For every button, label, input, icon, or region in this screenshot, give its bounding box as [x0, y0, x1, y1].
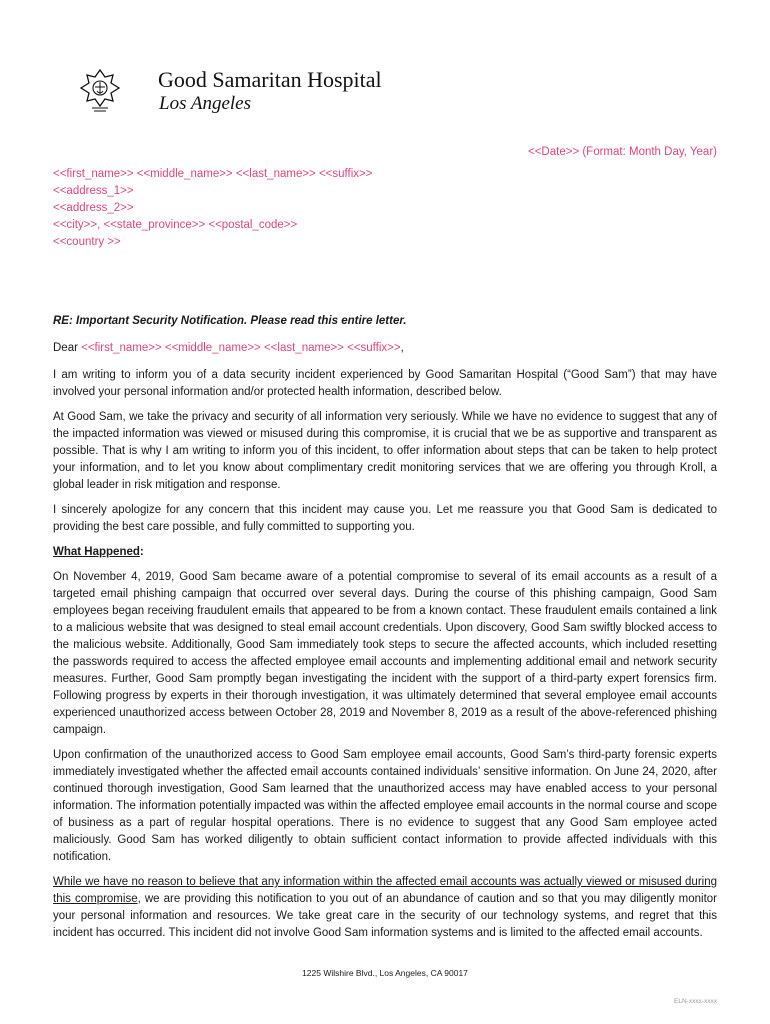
recipient-address — [53, 166, 372, 251]
body-paragraph: At Good Sam, we take the privacy and security of all information very seriously. While we have no evidence to suggest that any of the impacted information was viewed or misused during this compromise, it is crucial that we be as supportive and transparent as possible. That is why I am writing to inform you of this incident, to offer information about steps that can be taken to help protect your information, and to let you know about complimentary credit monitoring services that we are offering you through Kroll, a global leader in risk mitigation and response. — [53, 411, 717, 491]
closing-paragraph — [53, 874, 717, 942]
salutation-suffix: , — [400, 342, 404, 354]
closing-underlined-text: While we have no reason to believe that any information within the affected email accounts was actually viewed or misused during this compromise — [53, 876, 717, 905]
hospital-logo — [78, 68, 122, 116]
org-name: Good Samaritan Hospital — [158, 67, 382, 92]
body-paragraph: I sincerely apologize for any concern that this incident may cause you. Let me reassure you that Good Sam is dedicated to providing the best care possible, and fully committed to supporting you. — [53, 504, 717, 533]
salutation-name: <<first_name>> <<middle_name>> <<last_name>> <<suffix>> — [81, 342, 401, 354]
body-paragraph: I am writing to inform you of a data security incident experienced by Good Samaritan Hospital (“Good Sam”) that may have involved your personal information and/or protected health information, described below. — [53, 369, 717, 398]
address-line: <<country >> — [53, 236, 121, 248]
section-heading — [53, 544, 717, 561]
section-paragraph: On November 4, 2019, Good Sam became aware of a potential compromise to several of its email accounts as a result of a targeted email phishing campaign that occurred over several days. During the course of this phishing campaign, Good Sam employees began receiving fraudulent emails that appeared to be from a known contact. These fraudulent emails contained a link to a malicious website that was designed to steal email account credentials. Upon discovery, Good Sam swiftly blocked access to the malicious website. Additionally, Good Sam immediately took steps to secure the affected accounts, which included resetting the passwords required to access the affected employee email accounts and implementing additional email and network security measures. Further, Good Sam promptly began investigating the incident with the support of a third-party expert forensics firm. Following progress by experts in their thorough investigation, it was ultimately determined that several employee email accounts experienced unauthorized access between October 28, 2019 and November 8, 2019 as a result of the above-referenced phishing campaign. — [53, 571, 717, 736]
address-line: <<city>>, <<state_province>> <<postal_code>> — [53, 219, 298, 231]
letter-date: <<Date>> (Format: Month Day, Year) — [528, 146, 717, 158]
maltese-cross-icon — [78, 68, 122, 116]
reference-code: ELN-xxxx-xxxx — [674, 998, 717, 1005]
address-line: <<address_2>> — [53, 202, 134, 214]
section-colon: : — [139, 546, 144, 558]
letter-subject: RE: Important Security Notification. Please read this entire letter. — [53, 315, 407, 327]
address-line: <<address_1>> — [53, 185, 134, 197]
section-paragraph: Upon confirmation of the unauthorized access to Good Sam employee email accounts, Good Sam’s third-party forensic experts immediately investigated whether the affected email accounts contained individuals’ sensitive information. On June 24, 2020, after continued thorough investigation, Good Sam learned that the unauthorized access may have enabled access to your personal information. The information potentially impacted was within the affected employee email accounts in the normal course and scope of business as a part of regular hospital operations. There is no evidence to suggest that any Good Sam employee acted maliciously. Good Sam has worked diligently to obtain sufficient contact information to provide affected individuals with this notification. — [53, 749, 717, 863]
closing-rest-text: , we are providing this notification to you out of an abundance of caution and so that you may diligently monitor your personal information and resources. We take great care in the security of our technology systems, and regret that this incident has occurred. This incident did not involve Good Sam information systems and is limited to the affected email accounts. — [53, 893, 717, 939]
letter-body — [53, 313, 717, 950]
section-title: What Happened — [53, 546, 140, 558]
footer-address: 1225 Wilshire Blvd., Los Angeles, CA 90017 — [302, 968, 468, 978]
salutation — [53, 340, 717, 357]
address-line: <<first_name>> <<middle_name>> <<last_name>> <<suffix>> — [53, 168, 373, 180]
salutation-prefix: Dear — [53, 342, 82, 354]
org-city: Los Angeles — [159, 93, 252, 114]
